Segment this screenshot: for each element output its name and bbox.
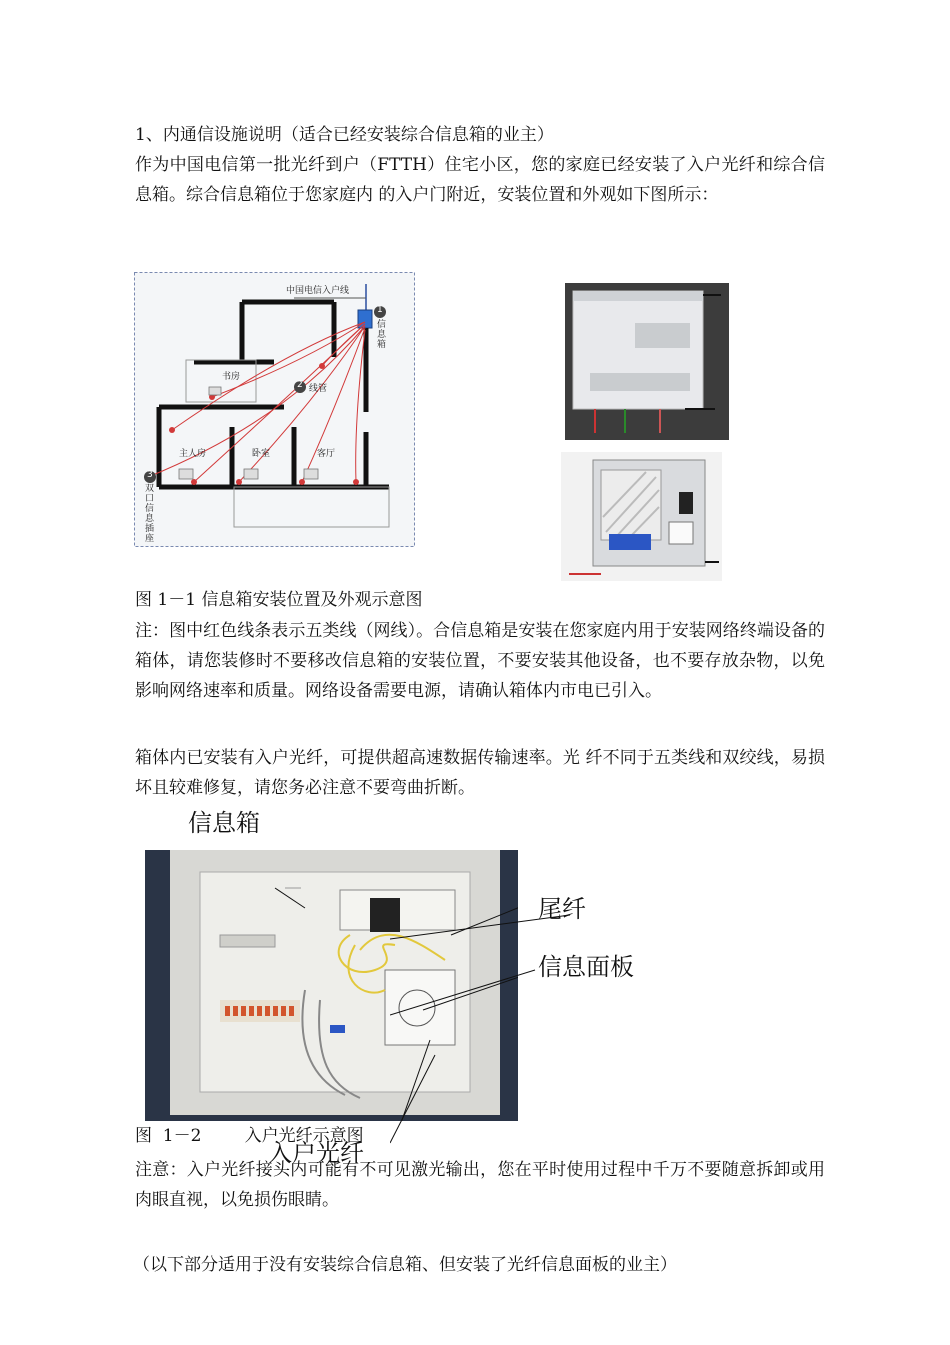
warning-paragraph: 注意：入户光纤接头内可能有不可见激光输出，您在平时使用过程中千万不要随意拆卸或用肉眼直视，以免损伤眼睛。 bbox=[135, 1160, 825, 1210]
badge-3: 3 bbox=[147, 470, 153, 480]
room-master: 主人房 bbox=[179, 449, 207, 459]
label-info-box: 信息箱 bbox=[377, 320, 387, 350]
footer-note: （以下部分适用于没有安装综合信息箱、但安装了光纤信息面板的业主） bbox=[133, 1255, 677, 1275]
figure2-caption: 图 1－2 入户光纤示意图 bbox=[135, 1126, 364, 1146]
room-bedroom: 卧室 bbox=[252, 449, 271, 459]
note-paragraph-2: 箱体内已安装有入户光纤，可提供超高速数据传输速率。光 纤不同于五类线和双绞线，易损坏且较难修复，请您务必注意不要弯曲折断。 bbox=[135, 748, 825, 798]
box-exterior-photo bbox=[565, 283, 729, 440]
intro-paragraph: 作为中国电信第一批光纤到户（FTTH）住宅小区，您的家庭已经安装了入户光纤和综合信息箱。综合信息箱位于您家庭内 的入户门附近，安装位置和外观如下图所示： bbox=[135, 155, 825, 205]
label-dual-outlet: 双口信息插座 bbox=[145, 484, 155, 544]
label-incoming-fiber: 入户光纤 bbox=[268, 1139, 364, 1167]
badge-1: 1 bbox=[377, 305, 383, 315]
label-info-box-large: 信息箱 bbox=[188, 809, 260, 837]
label-pigtail: 尾纤 bbox=[538, 895, 586, 923]
badge-2: 2 bbox=[297, 380, 303, 390]
box-interior-photo bbox=[561, 452, 722, 581]
room-study: 书房 bbox=[222, 372, 241, 382]
section-title: 1、内通信设施说明（适合已经安装综合信息箱的业主） bbox=[135, 125, 554, 145]
figure2-leader-lines bbox=[390, 915, 580, 1145]
label-conduit: 线管 bbox=[309, 384, 328, 394]
figure1-caption: 图 1－1 信息箱安装位置及外观示意图 bbox=[135, 590, 423, 610]
note-paragraph-1: 注：图中红色线条表示五类线（网线）。合信息箱是安装在您家庭内用于安装网络终端设备的箱体，请您装修时不要移改信息箱的安装位置，不要安装其他设备，也不要存放杂物，以免影响网络速率和质量。网络设备需要电源，请确认箱体内市电已引入。 bbox=[135, 621, 825, 701]
floorplan-diagram bbox=[134, 272, 415, 547]
incoming-line-label: 中国电信入户线 bbox=[286, 286, 350, 296]
label-info-panel: 信息面板 bbox=[538, 953, 634, 981]
room-living: 客厅 bbox=[317, 449, 336, 459]
